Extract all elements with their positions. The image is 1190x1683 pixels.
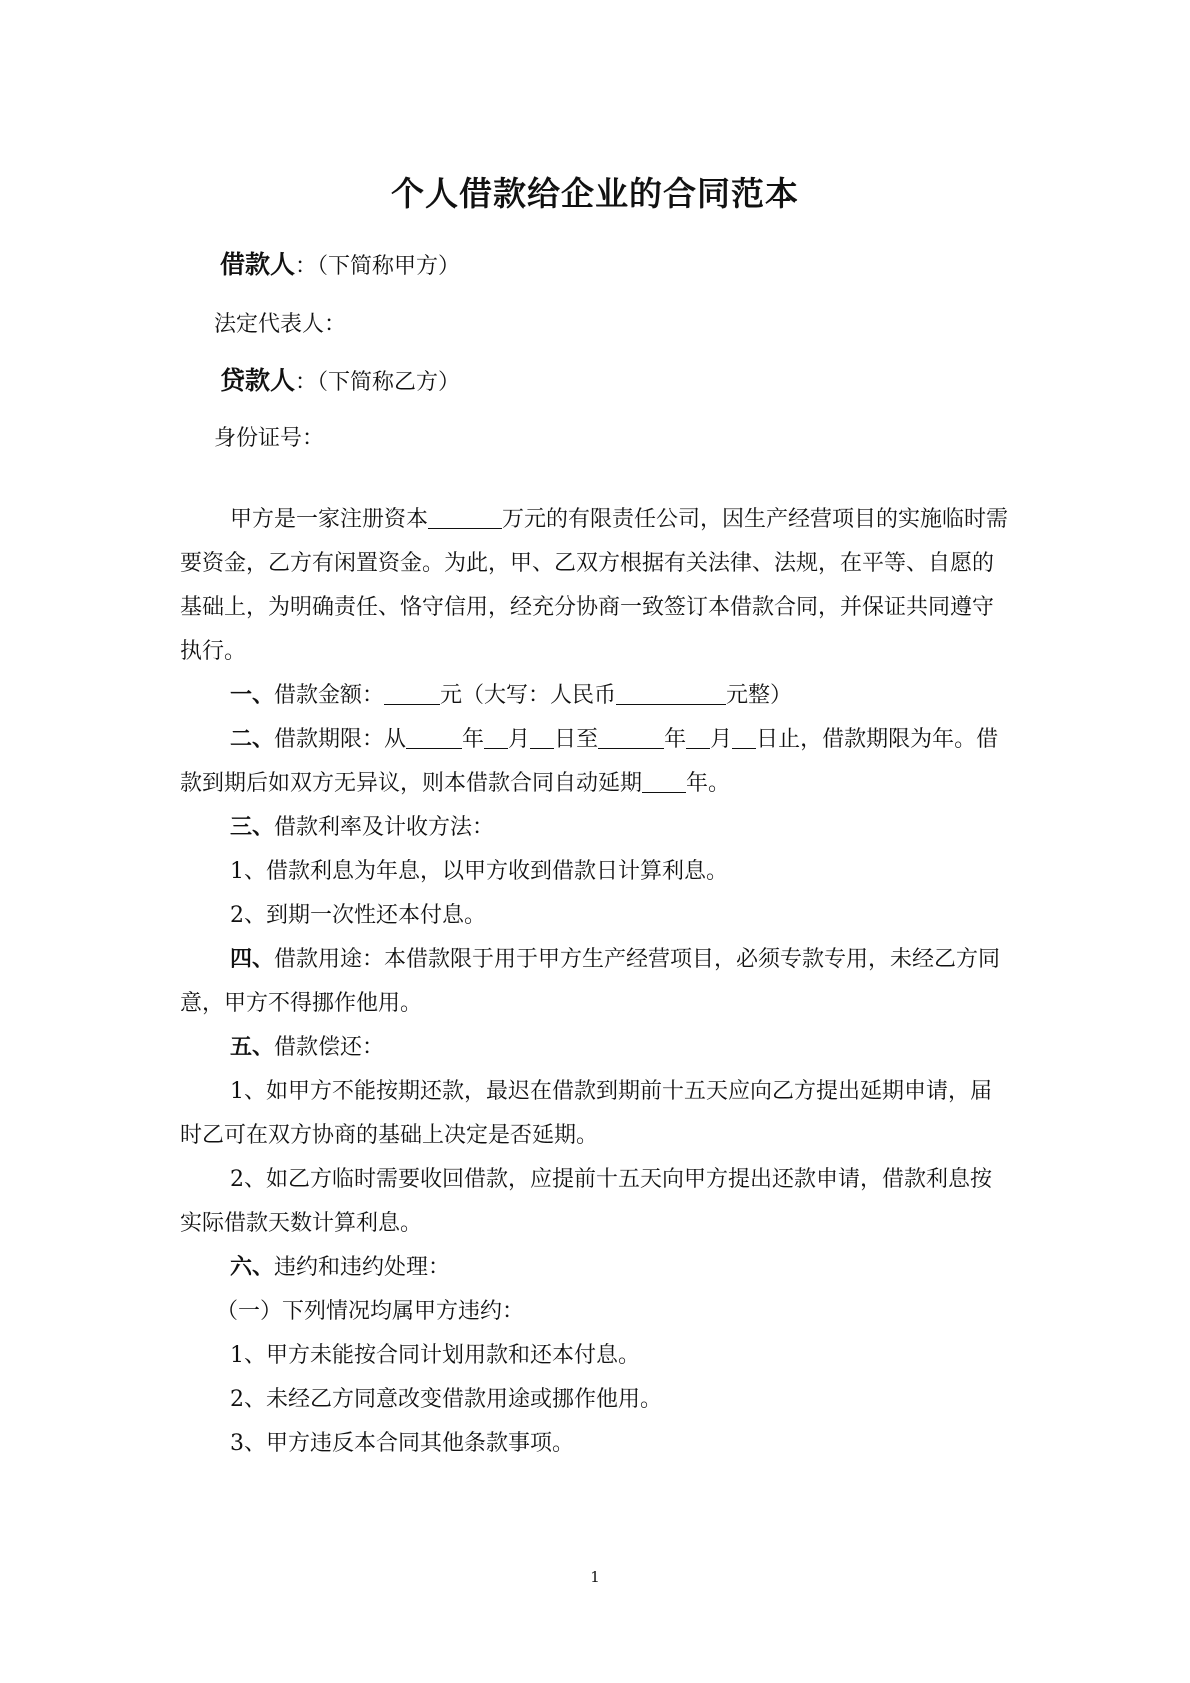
clause-2-text-g: 日止，借款期限为年。借款到期后如双方无异议，则本借款合同自动延期: [180, 727, 999, 796]
amount-words-blank: [616, 682, 726, 705]
clause-6-item-2: [180, 1378, 1012, 1422]
clause-4: [180, 938, 1012, 1026]
start-month-blank: [484, 726, 508, 749]
clause-3-text: 借款利率及计收方法：: [274, 815, 495, 840]
intro-text-1: 甲方是一家注册资本: [230, 507, 429, 532]
borrower-label: 借款人: [220, 250, 296, 279]
clause-3-item-1-text: 1、借款利息为年息，以甲方收到借款日计算利息。: [230, 859, 728, 884]
clause-2-text-e: 年: [664, 727, 687, 752]
page-title: 个人借款给企业的合同范本: [391, 174, 799, 213]
clause-3-heading: 三、: [230, 815, 275, 840]
amount-blank: [384, 682, 440, 705]
clause-3-item-1: [180, 850, 1012, 894]
clause-5-item-1-text: 1、如甲方不能按期还款，最迟在借款到期前十五天应向乙方提出延期申请，届时乙可在双方协商的基础上决定是否延期。: [180, 1079, 992, 1148]
clause-3-item-2: [180, 894, 1012, 938]
intro-paragraph: [180, 498, 1012, 674]
clause-6: [180, 1246, 1012, 1290]
capital-blank: [428, 506, 502, 529]
borrower-line: [220, 250, 460, 282]
clause-6-sub-text: （一）下列情况均属甲方违约：: [216, 1299, 525, 1324]
clause-5-heading: 五、: [230, 1035, 275, 1060]
end-month-blank: [686, 726, 710, 749]
clause-2: [180, 718, 1012, 806]
clause-6-text: 违约和违约处理：: [274, 1255, 451, 1280]
clause-6-item-1-text: 1、甲方未能按合同计划用款和还本付息。: [230, 1343, 640, 1368]
clause-2-text-h: 年。: [686, 771, 731, 796]
clause-4-heading: 四、: [230, 947, 275, 972]
clause-2-heading: 二、: [230, 727, 275, 752]
clause-4-text: 借款用途：本借款限于用于甲方生产经营项目，必须专款专用，未经乙方同意，甲方不得挪作他用。: [180, 947, 1001, 1016]
clause-5-item-1: [180, 1070, 1012, 1158]
clause-6-item-3: [180, 1422, 1012, 1466]
borrower-suffix: ：（下简称甲方）: [295, 254, 461, 279]
start-year-blank: [406, 726, 462, 749]
legal-rep-line: 法定代表人：: [214, 312, 347, 337]
clause-1-heading: 一、: [230, 683, 275, 708]
clause-6-item-1: [180, 1334, 1012, 1378]
page-number: 1: [590, 1568, 600, 1586]
start-day-blank: [530, 726, 554, 749]
clause-2-text-a: 借款期限：从: [274, 727, 407, 752]
end-day-blank: [732, 726, 756, 749]
clause-1: [180, 674, 1012, 718]
lender-label: 贷款人: [220, 366, 296, 395]
id-number-line: 身份证号：: [214, 426, 325, 451]
clause-3-item-2-text: 2、到期一次性还本付息。: [230, 903, 486, 928]
extension-years-blank: [642, 770, 686, 793]
clause-2-text-f: 月: [710, 727, 733, 752]
clause-1-text-a: 借款金额：: [274, 683, 385, 708]
clause-2-text-b: 年: [462, 727, 485, 752]
clause-6-heading: 六、: [230, 1255, 275, 1280]
clause-2-text-c: 月: [508, 727, 531, 752]
clause-6-item-2-text: 2、未经乙方同意改变借款用途或挪作他用。: [230, 1387, 662, 1412]
clause-1-text-c: 元整）: [726, 683, 793, 708]
clause-1-text-b: 元（大写：人民币: [440, 683, 617, 708]
intro-text-2: 万元的有限责任公司，因生产经营项目的实施临时需要资金，乙方有闲置资金。为此，甲、乙双方根据有关法律、法规，在平等、自愿的基础上，为明确责任、恪守信用，经充分协商一致签订本借款合同，并保证共同遵守执行。: [180, 507, 1009, 664]
clause-5: [180, 1026, 1012, 1070]
lender-line: [220, 366, 460, 398]
clause-5-item-2: [180, 1158, 1012, 1246]
end-year-blank: [598, 726, 664, 749]
clause-5-text: 借款偿还：: [274, 1035, 385, 1060]
clause-6-sub: [180, 1290, 1012, 1334]
clause-5-item-2-text: 2、如乙方临时需要收回借款，应提前十五天向甲方提出还款申请，借款利息按实际借款天数计算利息。: [180, 1167, 992, 1236]
lender-suffix: ：（下简称乙方）: [295, 370, 461, 395]
clause-3: [180, 806, 1012, 850]
clause-2-text-d: 日至: [554, 727, 599, 752]
clause-6-item-3-text: 3、甲方违反本合同其他条款事项。: [230, 1431, 574, 1456]
